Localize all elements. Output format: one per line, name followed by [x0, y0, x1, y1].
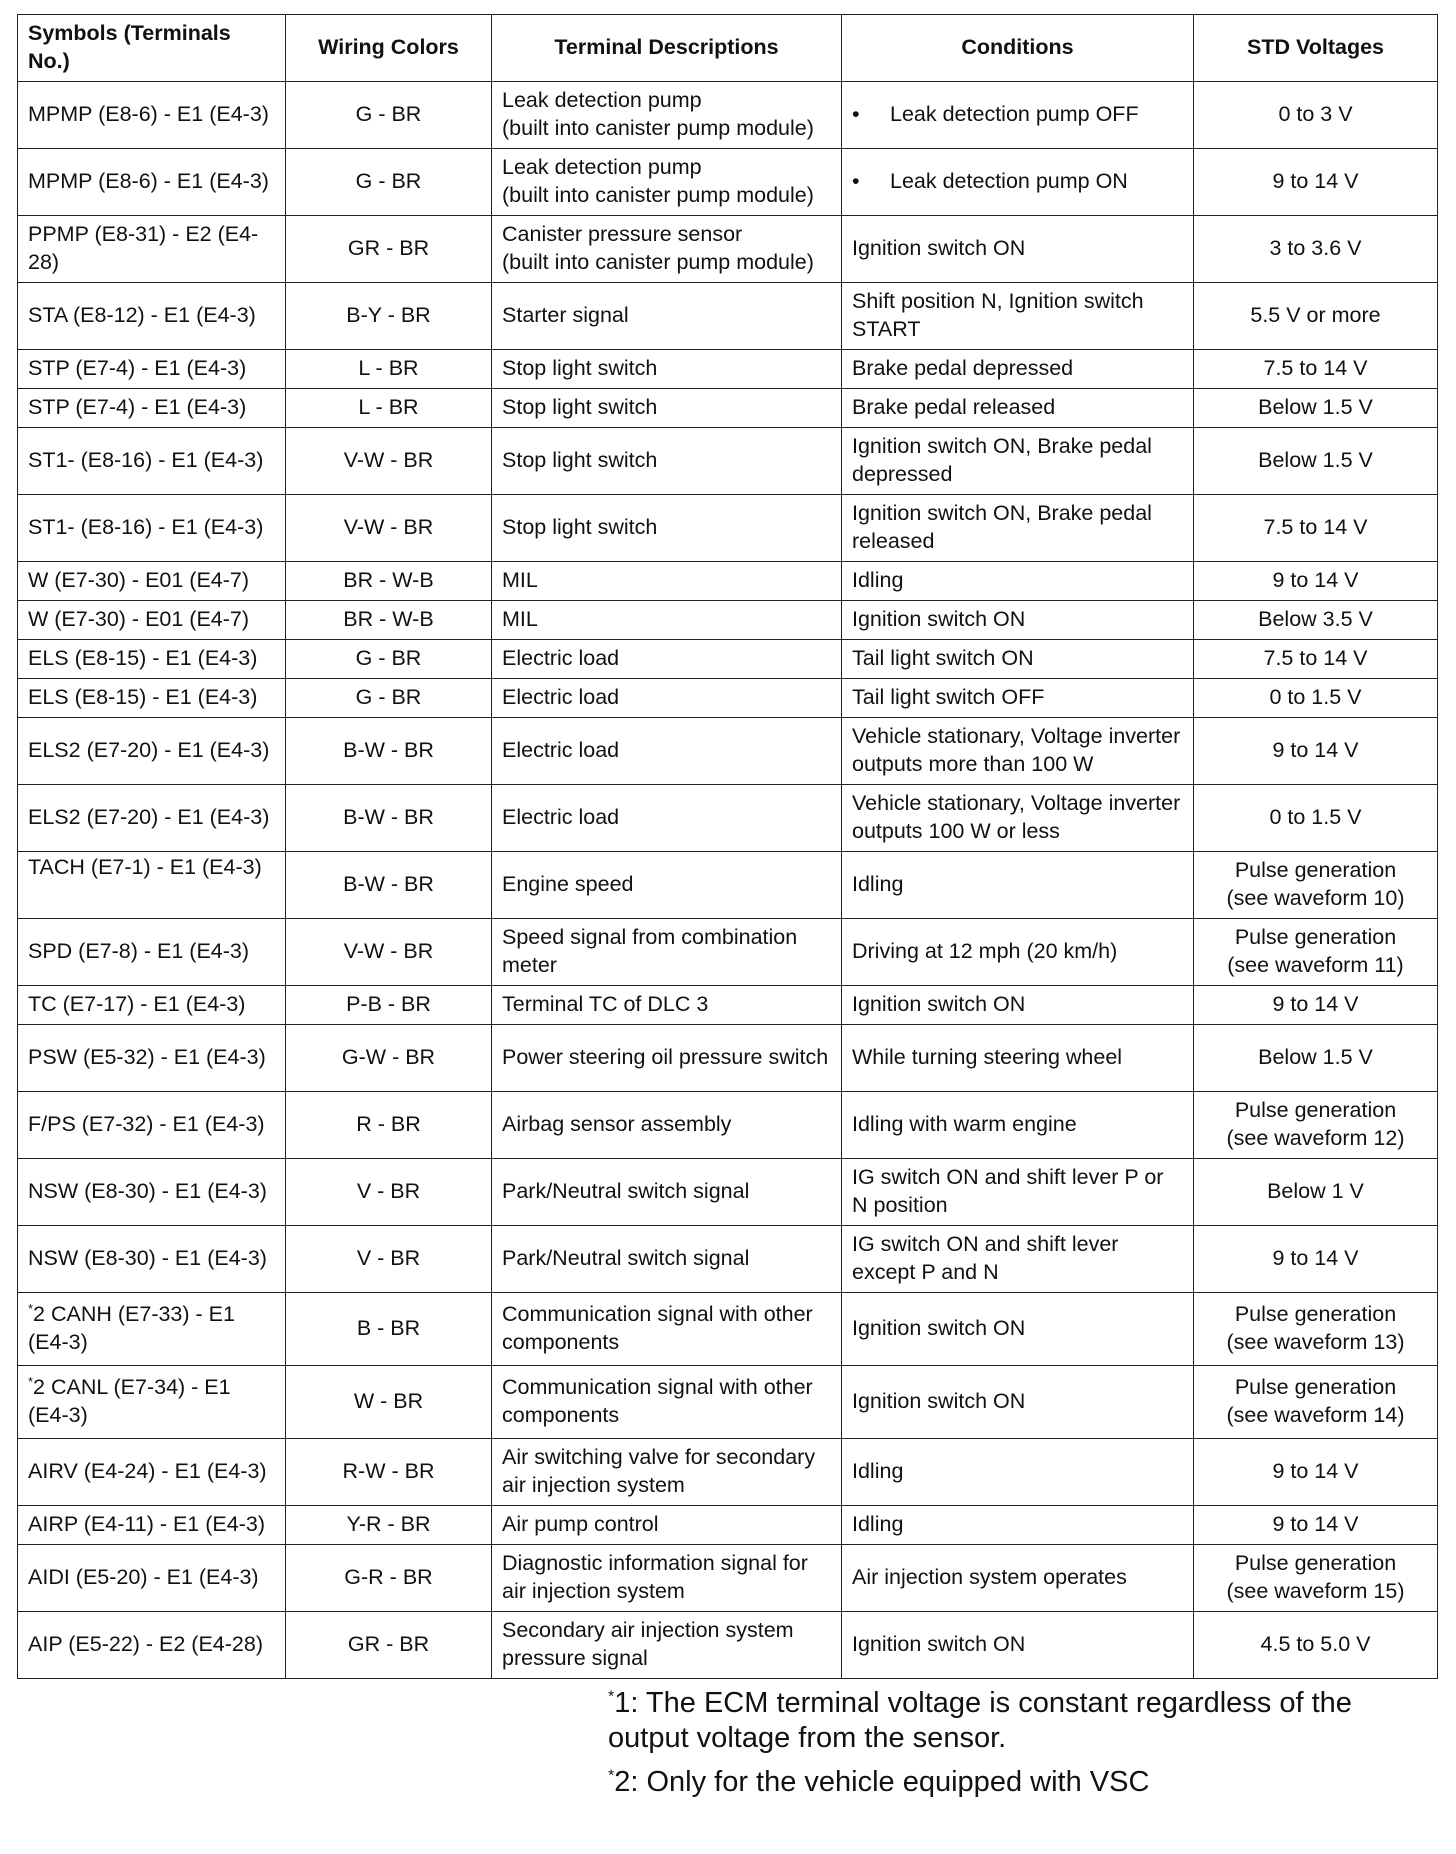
cell-symbol: [18, 350, 286, 389]
cell-condition: [842, 679, 1194, 718]
table-row: [18, 601, 1438, 640]
cell-symbol: [18, 718, 286, 785]
cell-std-voltage: 7.5 to 14 V: [1194, 350, 1438, 389]
cell-description: Starter signal: [492, 283, 842, 350]
table-row: [18, 1506, 1438, 1545]
cell-wiring-color: BR - W-B: [286, 601, 492, 640]
header-terminal-descriptions: Terminal Descriptions: [492, 15, 842, 82]
footnote-text: 1: The ECM terminal voltage is constant regardless of the output voltage from the sensor.: [608, 1687, 1352, 1755]
cell-symbol: [18, 919, 286, 986]
cell-description: Park/Neutral switch signal: [492, 1226, 842, 1293]
footnotes: [608, 1686, 1428, 1808]
cell-description: Electric load: [492, 640, 842, 679]
condition-text: Leak detection pump ON: [890, 169, 1128, 194]
symbol-text: AIP (E5-22) - E2 (E4-28): [28, 1632, 263, 1657]
cell-description: Electric load: [492, 785, 842, 852]
cell-std-voltage: 9 to 14 V: [1194, 1226, 1438, 1293]
cell-description: MIL: [492, 601, 842, 640]
cell-wiring-color: BR - W-B: [286, 562, 492, 601]
cell-condition: [842, 149, 1194, 216]
table-row: [18, 1366, 1438, 1439]
cell-wiring-color: V - BR: [286, 1226, 492, 1293]
cell-description: Leak detection pump (built into canister pump module): [492, 82, 842, 149]
condition-text: Tail light switch ON: [852, 646, 1034, 671]
cell-symbol: [18, 601, 286, 640]
cell-wiring-color: V-W - BR: [286, 919, 492, 986]
cell-description: Stop light switch: [492, 495, 842, 562]
table-header: [18, 15, 1438, 82]
cell-std-voltage: Below 1.5 V: [1194, 389, 1438, 428]
cell-condition: [842, 1612, 1194, 1679]
table-row: [18, 495, 1438, 562]
header-std-voltages: STD Voltages: [1194, 15, 1438, 82]
cell-wiring-color: G - BR: [286, 149, 492, 216]
table-body: [18, 82, 1438, 1679]
cell-std-voltage: Pulse generation (see waveform 12): [1194, 1092, 1438, 1159]
footnote-mark: *: [28, 1374, 34, 1390]
header-wiring-colors: Wiring Colors: [286, 15, 492, 82]
cell-condition: [842, 1293, 1194, 1366]
cell-std-voltage: 9 to 14 V: [1194, 718, 1438, 785]
cell-symbol: [18, 216, 286, 283]
cell-std-voltage: 9 to 14 V: [1194, 562, 1438, 601]
footnote: [608, 1686, 1428, 1757]
cell-wiring-color: GR - BR: [286, 1612, 492, 1679]
symbol-text: AIRP (E4-11) - E1 (E4-3): [28, 1512, 265, 1537]
cell-description: Air switching valve for secondary air injection system: [492, 1439, 842, 1506]
table-row: [18, 149, 1438, 216]
cell-condition: [842, 1159, 1194, 1226]
cell-wiring-color: R-W - BR: [286, 1439, 492, 1506]
header-conditions: Conditions: [842, 15, 1194, 82]
condition-text: Ignition switch ON: [852, 1389, 1026, 1414]
symbol-text: NSW (E8-30) - E1 (E4-3): [28, 1179, 267, 1204]
cell-wiring-color: G-W - BR: [286, 1025, 492, 1092]
condition-text: Ignition switch ON: [852, 1316, 1026, 1341]
cell-symbol: [18, 1366, 286, 1439]
cell-symbol: [18, 1506, 286, 1545]
cell-std-voltage: 0 to 1.5 V: [1194, 679, 1438, 718]
condition-text: Ignition switch ON, Brake pedal depressed: [852, 434, 1152, 486]
cell-std-voltage: 7.5 to 14 V: [1194, 640, 1438, 679]
cell-wiring-color: GR - BR: [286, 216, 492, 283]
cell-condition: [842, 1366, 1194, 1439]
symbol-text: STP (E7-4) - E1 (E4-3): [28, 395, 247, 420]
cell-std-voltage: Below 1.5 V: [1194, 428, 1438, 495]
cell-std-voltage: 5.5 V or more: [1194, 283, 1438, 350]
footnote: [608, 1765, 1428, 1800]
cell-condition: [842, 1506, 1194, 1545]
cell-condition: [842, 1226, 1194, 1293]
condition-text: Tail light switch OFF: [852, 685, 1045, 710]
cell-std-voltage: 9 to 14 V: [1194, 149, 1438, 216]
table-row: [18, 350, 1438, 389]
cell-symbol: [18, 82, 286, 149]
table-row: [18, 785, 1438, 852]
table-row: [18, 1293, 1438, 1366]
symbol-text: ST1- (E8-16) - E1 (E4-3): [28, 515, 264, 540]
cell-wiring-color: G - BR: [286, 82, 492, 149]
symbol-text: ELS2 (E7-20) - E1 (E4-3): [28, 738, 270, 763]
cell-description: Communication signal with other components: [492, 1293, 842, 1366]
cell-std-voltage: 9 to 14 V: [1194, 1506, 1438, 1545]
table-row: [18, 283, 1438, 350]
cell-description: Terminal TC of DLC 3: [492, 986, 842, 1025]
terminal-table: [17, 14, 1438, 1679]
cell-condition: [842, 350, 1194, 389]
cell-wiring-color: G - BR: [286, 640, 492, 679]
condition-text: Shift position N, Ignition switch START: [852, 289, 1144, 341]
cell-symbol: [18, 1226, 286, 1293]
cell-symbol: [18, 389, 286, 428]
cell-std-voltage: 4.5 to 5.0 V: [1194, 1612, 1438, 1679]
symbol-text: NSW (E8-30) - E1 (E4-3): [28, 1246, 267, 1271]
table-row: [18, 1226, 1438, 1293]
condition-text: Idling: [852, 872, 904, 897]
condition-text: While turning steering wheel: [852, 1045, 1123, 1070]
cell-condition: [842, 1439, 1194, 1506]
cell-std-voltage: 9 to 14 V: [1194, 986, 1438, 1025]
footnote-text: 2: Only for the vehicle equipped with VSC: [614, 1765, 1150, 1798]
header-symbols: Symbols (Terminals No.): [18, 15, 286, 82]
cell-condition: [842, 852, 1194, 919]
cell-wiring-color: R - BR: [286, 1092, 492, 1159]
cell-description: Diagnostic information signal for air injection system: [492, 1545, 842, 1612]
condition-text: Ignition switch ON: [852, 236, 1026, 261]
cell-description: Speed signal from combination meter: [492, 919, 842, 986]
cell-description: Secondary air injection system pressure signal: [492, 1612, 842, 1679]
cell-std-voltage: Below 3.5 V: [1194, 601, 1438, 640]
table-row: [18, 562, 1438, 601]
table-row: [18, 852, 1438, 919]
footnote-mark: *: [28, 1301, 34, 1317]
symbol-text: ELS2 (E7-20) - E1 (E4-3): [28, 805, 270, 830]
cell-condition: [842, 428, 1194, 495]
symbol-text: PPMP (E8-31) - E2 (E4-28): [28, 222, 259, 274]
cell-std-voltage: 0 to 3 V: [1194, 82, 1438, 149]
header-row: [18, 15, 1438, 82]
table-row: [18, 1025, 1438, 1092]
symbol-text: W (E7-30) - E01 (E4-7): [28, 568, 250, 593]
cell-symbol: [18, 640, 286, 679]
condition-text: Brake pedal depressed: [852, 356, 1074, 381]
condition-text: Vehicle stationary, Voltage inverter outputs 100 W or less: [852, 791, 1181, 843]
symbol-text: STP (E7-4) - E1 (E4-3): [28, 356, 247, 381]
condition-text: Ignition switch ON: [852, 992, 1026, 1017]
cell-symbol: [18, 1025, 286, 1092]
cell-wiring-color: V-W - BR: [286, 428, 492, 495]
bullet-icon: •: [852, 102, 860, 127]
cell-symbol: [18, 1293, 286, 1366]
table-row: [18, 1439, 1438, 1506]
cell-std-voltage: Pulse generation (see waveform 11): [1194, 919, 1438, 986]
cell-wiring-color: B-W - BR: [286, 718, 492, 785]
cell-description: Engine speed: [492, 852, 842, 919]
symbol-text: TC (E7-17) - E1 (E4-3): [28, 992, 246, 1017]
table-row: [18, 679, 1438, 718]
cell-std-voltage: 7.5 to 14 V: [1194, 495, 1438, 562]
cell-std-voltage: Pulse generation (see waveform 13): [1194, 1293, 1438, 1366]
cell-symbol: [18, 1612, 286, 1679]
cell-condition: [842, 216, 1194, 283]
condition-text: Ignition switch ON: [852, 607, 1026, 632]
cell-symbol: [18, 149, 286, 216]
condition-text: Air injection system operates: [852, 1565, 1127, 1590]
symbol-text: PSW (E5-32) - E1 (E4-3): [28, 1045, 266, 1070]
symbol-text: ST1- (E8-16) - E1 (E4-3): [28, 448, 264, 473]
cell-description: Park/Neutral switch signal: [492, 1159, 842, 1226]
cell-std-voltage: 3 to 3.6 V: [1194, 216, 1438, 283]
cell-wiring-color: B - BR: [286, 1293, 492, 1366]
footnote-mark: *: [608, 1688, 615, 1706]
cell-symbol: [18, 428, 286, 495]
table-row: [18, 1545, 1438, 1612]
cell-condition: [842, 1545, 1194, 1612]
condition-text: Ignition switch ON: [852, 1632, 1026, 1657]
table-row: [18, 428, 1438, 495]
condition-text: Brake pedal released: [852, 395, 1056, 420]
cell-symbol: [18, 1545, 286, 1612]
symbol-text: STA (E8-12) - E1 (E4-3): [28, 303, 256, 328]
symbol-text: F/PS (E7-32) - E1 (E4-3): [28, 1112, 265, 1137]
cell-symbol: [18, 1159, 286, 1226]
cell-description: MIL: [492, 562, 842, 601]
cell-symbol: [18, 562, 286, 601]
cell-condition: [842, 718, 1194, 785]
cell-std-voltage: Pulse generation (see waveform 10): [1194, 852, 1438, 919]
cell-wiring-color: P-B - BR: [286, 986, 492, 1025]
cell-description: Stop light switch: [492, 389, 842, 428]
cell-symbol: [18, 785, 286, 852]
cell-wiring-color: Y-R - BR: [286, 1506, 492, 1545]
cell-condition: [842, 495, 1194, 562]
cell-condition: [842, 562, 1194, 601]
symbol-text: W (E7-30) - E01 (E4-7): [28, 607, 250, 632]
cell-condition: [842, 785, 1194, 852]
condition-text: Idling: [852, 1459, 904, 1484]
cell-condition: [842, 919, 1194, 986]
condition-text: IG switch ON and shift lever P or N position: [852, 1165, 1164, 1217]
cell-condition: [842, 1092, 1194, 1159]
table-row: [18, 82, 1438, 149]
condition-text: Vehicle stationary, Voltage inverter outputs more than 100 W: [852, 724, 1181, 776]
cell-condition: [842, 986, 1194, 1025]
cell-description: Electric load: [492, 718, 842, 785]
cell-description: Leak detection pump (built into canister pump module): [492, 149, 842, 216]
condition-text: Driving at 12 mph (20 km/h): [852, 939, 1118, 964]
table-row: [18, 216, 1438, 283]
cell-wiring-color: L - BR: [286, 350, 492, 389]
cell-condition: [842, 283, 1194, 350]
cell-wiring-color: W - BR: [286, 1366, 492, 1439]
symbol-text: 2 CANL (E7-34) - E1 (E4-3): [28, 1375, 231, 1427]
cell-symbol: [18, 1439, 286, 1506]
cell-std-voltage: 9 to 14 V: [1194, 1439, 1438, 1506]
cell-wiring-color: B-Y - BR: [286, 283, 492, 350]
cell-condition: [842, 601, 1194, 640]
cell-symbol: [18, 679, 286, 718]
cell-wiring-color: B-W - BR: [286, 852, 492, 919]
symbol-text: MPMP (E8-6) - E1 (E4-3): [28, 169, 269, 194]
cell-condition: [842, 1025, 1194, 1092]
bullet-icon: •: [852, 169, 860, 194]
symbol-text: SPD (E7-8) - E1 (E4-3): [28, 939, 250, 964]
cell-description: Airbag sensor assembly: [492, 1092, 842, 1159]
cell-condition: [842, 82, 1194, 149]
cell-description: Electric load: [492, 679, 842, 718]
cell-wiring-color: L - BR: [286, 389, 492, 428]
cell-wiring-color: V-W - BR: [286, 495, 492, 562]
cell-condition: [842, 640, 1194, 679]
symbol-text: AIRV (E4-24) - E1 (E4-3): [28, 1459, 267, 1484]
symbol-text: TACH (E7-1) - E1 (E4-3): [28, 855, 262, 879]
cell-condition: [842, 389, 1194, 428]
table-row: [18, 986, 1438, 1025]
cell-symbol: [18, 852, 286, 919]
symbol-text: AIDI (E5-20) - E1 (E4-3): [28, 1565, 259, 1590]
cell-wiring-color: G - BR: [286, 679, 492, 718]
cell-std-voltage: Below 1 V: [1194, 1159, 1438, 1226]
table-row: [18, 1159, 1438, 1226]
cell-symbol: [18, 283, 286, 350]
table-row: [18, 640, 1438, 679]
table-row: [18, 1612, 1438, 1679]
cell-symbol: [18, 986, 286, 1025]
symbol-text: MPMP (E8-6) - E1 (E4-3): [28, 102, 269, 127]
cell-wiring-color: G-R - BR: [286, 1545, 492, 1612]
table-row: [18, 1092, 1438, 1159]
condition-text: Idling: [852, 1512, 904, 1537]
cell-std-voltage: Pulse generation (see waveform 15): [1194, 1545, 1438, 1612]
symbol-text: ELS (E8-15) - E1 (E4-3): [28, 646, 258, 671]
cell-description: Communication signal with other components: [492, 1366, 842, 1439]
cell-description: Stop light switch: [492, 428, 842, 495]
cell-std-voltage: Pulse generation (see waveform 14): [1194, 1366, 1438, 1439]
condition-text: Idling with warm engine: [852, 1112, 1077, 1137]
cell-description: Power steering oil pressure switch: [492, 1025, 842, 1092]
table-row: [18, 718, 1438, 785]
cell-std-voltage: 0 to 1.5 V: [1194, 785, 1438, 852]
cell-wiring-color: V - BR: [286, 1159, 492, 1226]
terminal-voltage-sheet: [17, 14, 1437, 1679]
cell-description: Canister pressure sensor (built into canister pump module): [492, 216, 842, 283]
cell-std-voltage: Below 1.5 V: [1194, 1025, 1438, 1092]
table-row: [18, 919, 1438, 986]
cell-wiring-color: B-W - BR: [286, 785, 492, 852]
cell-symbol: [18, 1092, 286, 1159]
footnote-mark: *: [608, 1767, 615, 1785]
symbol-text: ELS (E8-15) - E1 (E4-3): [28, 685, 258, 710]
condition-text: Ignition switch ON, Brake pedal released: [852, 501, 1152, 553]
condition-text: IG switch ON and shift lever except P and N: [852, 1232, 1119, 1284]
cell-symbol: [18, 495, 286, 562]
table-row: [18, 389, 1438, 428]
symbol-text: 2 CANH (E7-33) - E1 (E4-3): [28, 1302, 235, 1354]
condition-text: Leak detection pump OFF: [890, 102, 1139, 127]
cell-description: Stop light switch: [492, 350, 842, 389]
cell-description: Air pump control: [492, 1506, 842, 1545]
condition-text: Idling: [852, 568, 904, 593]
